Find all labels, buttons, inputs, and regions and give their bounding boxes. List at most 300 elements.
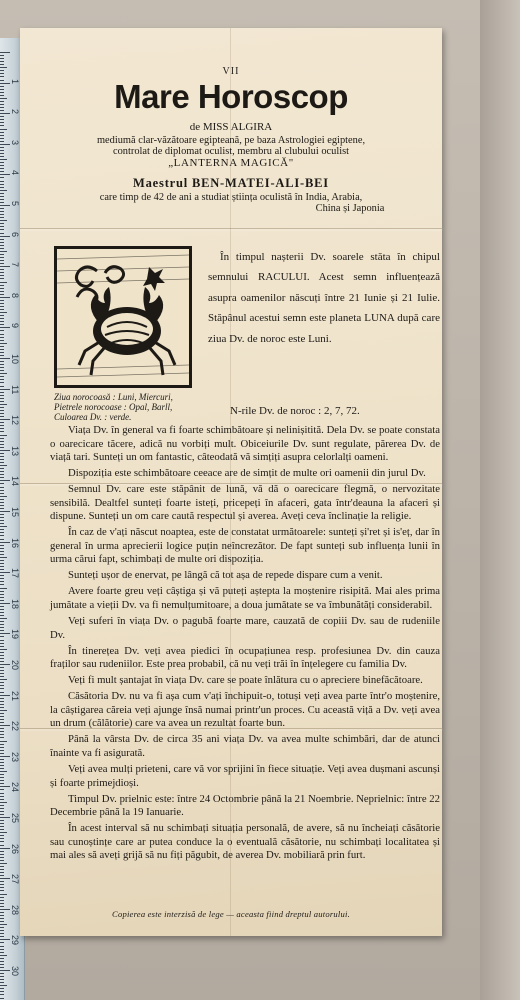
crab-zodiac-woodcut	[54, 246, 192, 388]
subtitle-line-1: mediumă clar-văzătoare egipteană, pe baza Astrologiei egiptene,	[96, 135, 366, 146]
ruler-tick	[0, 73, 4, 74]
intro-text	[208, 247, 440, 349]
ruler-tick	[0, 236, 10, 237]
ruler-tick	[0, 817, 10, 818]
ruler-tick	[0, 615, 4, 616]
ruler-tick	[0, 658, 4, 659]
ruler-tick	[0, 741, 7, 742]
ruler-tick	[0, 774, 4, 775]
ruler-tick	[0, 156, 4, 157]
ruler-tick	[0, 933, 4, 934]
ruler-tick	[0, 214, 4, 215]
ruler-tick	[0, 566, 4, 567]
horoscope-sheet	[20, 28, 442, 936]
ruler-tick	[0, 502, 4, 503]
ruler-tick	[0, 242, 4, 243]
ruler-tick	[0, 468, 4, 469]
ruler-tick	[0, 759, 4, 760]
ruler-tick	[0, 744, 4, 745]
ruler-tick	[0, 786, 10, 787]
ruler-tick	[0, 597, 4, 598]
copyright-notice: Copierea este interzisă de lege — aceasta fiind dreptul autorului.	[112, 909, 350, 919]
ruler-tick	[0, 627, 4, 628]
ruler-tick	[0, 389, 10, 390]
ruler-tick	[0, 459, 4, 460]
ruler-tick	[0, 841, 4, 842]
ruler-tick	[0, 802, 7, 803]
ruler-number: 8	[10, 292, 20, 298]
ruler-tick	[0, 410, 4, 411]
ruler-tick	[0, 860, 4, 861]
ruler-tick	[0, 909, 10, 910]
ruler-tick	[0, 529, 4, 530]
paragraph: În caz de v'ați născut noaptea, este de constatat următoarele: sunteți și'ret și is'eț, dar în general în urma aprecierii logice puțin neîncrezător. De fapt sunteți sub influența lunii în urma cărui fapt, schimbați de multe ori dispoziția.	[50, 526, 440, 566]
ruler-tick	[0, 682, 4, 683]
ruler-tick	[0, 477, 4, 478]
ruler-tick	[0, 306, 4, 307]
ruler-tick	[0, 964, 4, 965]
ruler-tick	[0, 346, 4, 347]
ruler-tick	[0, 939, 10, 940]
ruler-tick	[0, 171, 4, 172]
ruler-tick	[0, 838, 4, 839]
caption-line: Ziua norocoasă : Luni, Miercuri,	[54, 392, 173, 402]
ruler-tick	[0, 184, 4, 185]
ruler-tick	[0, 894, 7, 895]
paragraph: Veți fi mult șantajat în viața Dv. care se poate înlătura cu o apreciere binefăcătoare.	[68, 674, 423, 687]
ruler-tick	[0, 493, 4, 494]
paragraph: În tinerețea Dv. veți avea piedici în ocupațiunea resp. profesiunea Dv. din cauza fraților sau rudeniilor. Este prea probabil, că nu veți trăi în înțelegere cu familia Dv.	[50, 644, 440, 671]
ruler-tick	[0, 416, 4, 417]
paragraph: Dispoziția este schimbătoare ceeace are de simțit de multe ori oamenii din jurul Dv.	[68, 467, 426, 480]
ruler-tick	[0, 76, 4, 77]
table-edge	[480, 0, 520, 1000]
ruler-number: 30	[10, 966, 20, 977]
ruler-tick	[0, 257, 4, 258]
ruler-number: 20	[10, 660, 20, 671]
ruler-tick	[0, 83, 10, 84]
ruler-tick	[0, 695, 10, 696]
ruler-tick	[0, 358, 10, 359]
ruler-tick	[0, 737, 4, 738]
ruler-tick	[0, 955, 7, 956]
ruler-tick	[0, 854, 4, 855]
ruler-tick	[0, 799, 4, 800]
ruler-tick	[0, 116, 4, 117]
ruler-tick	[0, 575, 4, 576]
ruler-tick	[0, 820, 4, 821]
paragraph: În acest interval să nu schimbați situația personală, de avere, să nu încheiați căsătorie sau cunoștințe care ar putea conduce la o eventuală căsătorie, nu schimbați localitatea și mai ales să aveți grijă să nu fiți păgubit, de averea Dv. mobiliară prin furt.	[50, 822, 440, 862]
ruler-tick	[0, 771, 7, 772]
ruler-tick	[0, 789, 4, 790]
ruler-tick	[0, 447, 4, 448]
ruler-number: 17	[10, 568, 20, 579]
ruler-tick	[0, 398, 4, 399]
ruler-tick	[0, 352, 4, 353]
ruler-tick	[0, 245, 4, 246]
ruler-tick	[0, 327, 10, 328]
ruler-tick	[0, 379, 4, 380]
master-name: Maestrul BEN-MATEI-ALI-BEI	[133, 176, 329, 190]
ruler-tick	[0, 973, 4, 974]
ruler-tick	[0, 229, 4, 230]
ruler-tick	[0, 921, 4, 922]
ruler-tick	[0, 633, 10, 634]
ruler-tick	[0, 872, 4, 873]
ruler-tick	[0, 875, 4, 876]
ruler-tick	[0, 260, 4, 261]
ruler-tick	[0, 407, 4, 408]
ruler-tick	[0, 835, 4, 836]
ruler-tick	[0, 511, 10, 512]
ruler-tick	[0, 998, 4, 999]
ruler-tick	[0, 563, 4, 564]
paragraph: Viața Dv. în general va fi foarte schimbătoare și nelinișitită. Dela Dv. se poate constata o oarecicare tăcere, adică nu vorbiți mult. Obiceiurile Dv. sunt regulate, părerea Dv. de viață tari. Sunteți un om fantastic, câteodată vă simțiți asupra celorlalți oameni.	[50, 424, 440, 463]
page-title: Mare Horoscop	[114, 78, 348, 115]
ruler-tick	[0, 428, 4, 429]
ruler-tick	[0, 474, 4, 475]
ruler-tick	[0, 949, 4, 950]
ruler-number: 22	[10, 721, 20, 732]
ruler-tick	[0, 104, 4, 105]
ruler-tick	[0, 722, 4, 723]
ruler-tick	[0, 569, 4, 570]
ruler-tick	[0, 193, 4, 194]
ruler-tick	[0, 490, 4, 491]
ruler-tick	[0, 924, 7, 925]
ruler-tick	[0, 560, 4, 561]
ruler-tick	[0, 444, 4, 445]
ruler-tick	[0, 591, 4, 592]
ruler-tick	[0, 890, 4, 891]
ruler-tick	[0, 355, 4, 356]
ruler-tick	[0, 89, 4, 90]
ruler-tick	[0, 376, 4, 377]
ruler-tick	[0, 532, 4, 533]
ruler-tick	[0, 70, 4, 71]
ruler-tick	[0, 673, 4, 674]
ruler-tick	[0, 912, 4, 913]
ruler-tick	[0, 300, 4, 301]
ruler-tick	[0, 487, 4, 488]
ruler-tick	[0, 676, 4, 677]
ruler-tick	[0, 110, 4, 111]
ruler-number: 19	[10, 629, 20, 640]
ruler-tick	[0, 80, 4, 81]
ruler-tick	[0, 845, 4, 846]
ruler-tick	[0, 535, 4, 536]
paragraph: Până la vârsta Dv. de circa 35 ani viața Dv. va avea multe schimbări, dar de atunci înainte va fi asigurată.	[50, 733, 440, 759]
ruler-tick	[0, 551, 4, 552]
ruler-tick	[0, 725, 10, 726]
ruler-tick	[0, 783, 4, 784]
sheet-number: VII	[222, 66, 240, 77]
ruler-tick	[0, 496, 7, 497]
ruler-number: 4	[10, 170, 20, 176]
ruler-tick	[0, 168, 4, 169]
ruler-tick	[0, 517, 4, 518]
ruler-tick	[0, 768, 4, 769]
ruler-number: 13	[10, 445, 20, 456]
paragraph: Veți avea mulți prieteni, care vă vor sprijini în fiece situație. Veți avea dușmani ascunși și foarte primejdioși.	[50, 763, 440, 789]
ruler-tick	[0, 141, 4, 142]
ruler-tick	[0, 119, 4, 120]
ruler-tick	[0, 624, 4, 625]
ruler-tick	[0, 309, 4, 310]
ruler-tick	[0, 557, 7, 558]
caption-line: Culoarea Dv. : verde.	[54, 412, 132, 422]
ruler-number: 24	[10, 782, 20, 793]
ruler-number: 21	[10, 690, 20, 701]
ruler-tick	[0, 643, 4, 644]
ruler-tick	[0, 419, 10, 420]
ruler-tick	[0, 334, 4, 335]
ruler-tick	[0, 603, 10, 604]
ruler-tick	[0, 324, 4, 325]
ruler-tick	[0, 982, 4, 983]
ruler-tick	[0, 857, 4, 858]
ruler-tick	[0, 728, 4, 729]
ruler-number: 26	[10, 843, 20, 854]
ruler-tick	[0, 395, 4, 396]
ruler-tick	[0, 548, 4, 549]
ruler-tick	[0, 646, 4, 647]
ruler-tick	[0, 640, 4, 641]
ruler-tick	[0, 275, 4, 276]
ruler-tick	[0, 942, 4, 943]
ruler-number: 12	[10, 415, 20, 426]
ruler-tick	[0, 526, 7, 527]
ruler-tick	[0, 609, 4, 610]
ruler-tick	[0, 263, 4, 264]
ruler-tick	[0, 649, 7, 650]
ruler-tick	[0, 636, 4, 637]
ruler-tick	[0, 288, 4, 289]
ruler-tick	[0, 343, 7, 344]
ruler-tick	[0, 976, 4, 977]
ruler-tick	[0, 312, 7, 313]
subtitle-line-3: care timp de 42 de ani a studiat știința oculistă în India, Arabia,	[99, 192, 363, 203]
ruler-tick	[0, 187, 4, 188]
ruler-tick	[0, 584, 4, 585]
ruler-tick	[0, 594, 4, 595]
ruler-tick	[0, 453, 4, 454]
ruler-tick	[0, 600, 4, 601]
ruler-tick	[0, 793, 4, 794]
ruler-tick	[0, 851, 4, 852]
ruler-tick	[0, 863, 7, 864]
ruler-tick	[0, 450, 10, 451]
paragraph: Căsătoria Dv. nu va fi așa cum v'ați închipuit-o, totuși veți avea parte într'o moștenire, la câștigarea căreia veți ajunge însă numai printr'un proces. Cu această viță a Dv. veți avea un drum (călătorie) care va avea un rezultat foarte bun.	[50, 690, 440, 730]
ruler-tick	[0, 129, 7, 130]
ruler-tick	[0, 848, 10, 849]
ruler-tick	[0, 456, 4, 457]
ruler-tick	[0, 685, 4, 686]
ruler-tick	[0, 217, 4, 218]
ruler-tick	[0, 906, 4, 907]
ruler-tick	[0, 688, 4, 689]
ruler-tick	[0, 499, 4, 500]
ruler-tick	[0, 294, 4, 295]
ruler-tick	[0, 505, 4, 506]
ruler-tick	[0, 462, 4, 463]
ruler-tick	[0, 707, 4, 708]
ruler-tick	[0, 162, 4, 163]
ruler-tick	[0, 780, 4, 781]
ruler-tick	[0, 796, 4, 797]
ruler-tick	[0, 930, 4, 931]
ruler-tick	[0, 698, 4, 699]
ruler-tick	[0, 226, 4, 227]
paper-fold	[20, 228, 442, 229]
ruler-tick	[0, 967, 4, 968]
ruler-number: 23	[10, 751, 20, 762]
ruler-tick	[0, 135, 4, 136]
ruler-tick	[0, 542, 10, 543]
paragraph: Sunteți ușor de enervat, pe lângă că tot așa de repede dispare cum a venit.	[68, 569, 383, 582]
ruler-tick	[0, 67, 7, 68]
ruler-tick	[0, 936, 4, 937]
ruler-tick	[0, 367, 4, 368]
ruler-tick	[0, 272, 4, 273]
ruler-tick	[0, 667, 4, 668]
ruler-tick	[0, 480, 10, 481]
ruler-tick	[0, 508, 4, 509]
ruler-tick	[0, 994, 4, 995]
ruler-tick	[0, 777, 4, 778]
ruler-number: 15	[10, 507, 20, 518]
ruler-tick	[0, 918, 4, 919]
ruler-tick	[0, 340, 4, 341]
ruler-tick	[0, 101, 4, 102]
ruler-tick	[0, 523, 4, 524]
ruler-tick	[0, 373, 7, 374]
ruler-tick	[0, 826, 4, 827]
ruler-tick	[0, 86, 4, 87]
ruler-tick	[0, 664, 10, 665]
ruler-tick	[0, 762, 4, 763]
lucky-info-caption	[54, 392, 224, 422]
ruler-tick	[0, 545, 4, 546]
ruler-tick	[0, 520, 4, 521]
ruler-tick	[0, 196, 4, 197]
ruler-tick	[0, 765, 4, 766]
ruler-tick	[0, 630, 4, 631]
ruler-tick	[0, 970, 10, 971]
ruler-tick	[0, 190, 7, 191]
ruler-tick	[0, 435, 7, 436]
ruler-tick	[0, 239, 4, 240]
ruler-tick	[0, 946, 4, 947]
ruler-tick	[0, 655, 4, 656]
ruler-tick	[0, 612, 4, 613]
ruler-tick	[0, 618, 7, 619]
ruler-tick	[0, 652, 4, 653]
paragraph: Semnul Dv. care este stăpânit de lună, vă dă o oarecicare flegmă, o nervozitate sensibilă. Dealtfel sunteți foarte isteți, pricepeți în afaceri, gata într'deauna la afaceri și dispune. Sunteți un om care caută respectul și averea. Aveți ceva înclinație la religie.	[50, 483, 440, 523]
ruler-tick	[0, 514, 4, 515]
ruler-tick	[0, 554, 4, 555]
ruler-tick	[0, 199, 4, 200]
ruler-tick	[0, 386, 4, 387]
ruler-tick	[0, 716, 4, 717]
ruler-tick	[0, 150, 4, 151]
ruler-tick	[0, 144, 10, 145]
ruler-tick	[0, 753, 4, 754]
ruler-tick	[0, 814, 4, 815]
ruler-number: 2	[10, 109, 20, 115]
paragraph: Veți suferi în viața Dv. o pagubă foarte mare, cauzată de copiii Dv. sau de rudeniile Dv.	[50, 615, 440, 641]
ruler-tick	[0, 606, 4, 607]
ruler-number: 27	[10, 874, 20, 885]
ruler-tick	[0, 985, 7, 986]
ruler-tick	[0, 829, 4, 830]
ruler-tick	[0, 413, 4, 414]
ruler-tick	[0, 401, 4, 402]
ruler-number: 29	[10, 935, 20, 946]
horoscope-body	[50, 424, 440, 865]
ruler-number: 14	[10, 476, 20, 487]
ruler-tick	[0, 878, 10, 879]
ruler-tick	[0, 704, 4, 705]
ruler-tick	[0, 431, 4, 432]
ruler-number: 25	[10, 813, 20, 824]
ruler-tick	[0, 181, 4, 182]
ruler-tick	[0, 581, 4, 582]
ruler-tick	[0, 881, 4, 882]
ruler-tick	[0, 915, 4, 916]
ruler-number: 7	[10, 262, 20, 268]
ruler-tick	[0, 392, 4, 393]
ruler-tick	[0, 349, 4, 350]
ruler-tick	[0, 884, 4, 885]
ruler-tick	[0, 125, 4, 126]
ruler-tick	[0, 832, 7, 833]
ruler-tick	[0, 364, 4, 365]
ruler-tick	[0, 285, 4, 286]
ruler-tick	[0, 55, 4, 56]
ruler-tick	[0, 588, 7, 589]
subtitle-line-2: controlat de diplomat oculist, membru al clubului oculist	[112, 146, 350, 157]
ruler-tick	[0, 251, 7, 252]
ruler-number: 18	[10, 598, 20, 609]
ruler-tick	[0, 621, 4, 622]
ruler-tick	[0, 692, 4, 693]
ruler-tick	[0, 330, 4, 331]
ruler-tick	[0, 991, 4, 992]
paragraph: Timpul Dv. prielnic este: între 24 Octombrie până la 21 Noembrie. Neprielnic: între 22 Decembrie până la 19 Ianuarie.	[50, 792, 440, 819]
ruler-tick	[0, 291, 4, 292]
ruler-tick	[0, 471, 4, 472]
ruler-tick	[0, 670, 4, 671]
ruler-tick	[0, 318, 4, 319]
ruler-tick	[0, 297, 10, 298]
ruler-tick	[0, 174, 10, 175]
ruler-number: 3	[10, 139, 20, 145]
ruler-tick	[0, 756, 10, 757]
ruler-number: 10	[10, 354, 20, 365]
ruler-tick	[0, 208, 4, 209]
ruler-tick	[0, 254, 4, 255]
ruler-tick	[0, 92, 4, 93]
ruler-tick	[0, 132, 4, 133]
ruler-tick	[0, 177, 4, 178]
ruler-tick	[0, 747, 4, 748]
ruler-tick	[0, 823, 4, 824]
caption-line: Pietrele norocoase : Opal, Barll,	[54, 402, 173, 412]
ruler-tick	[0, 952, 4, 953]
ruler-number: 28	[10, 904, 20, 915]
ruler-tick	[0, 370, 4, 371]
